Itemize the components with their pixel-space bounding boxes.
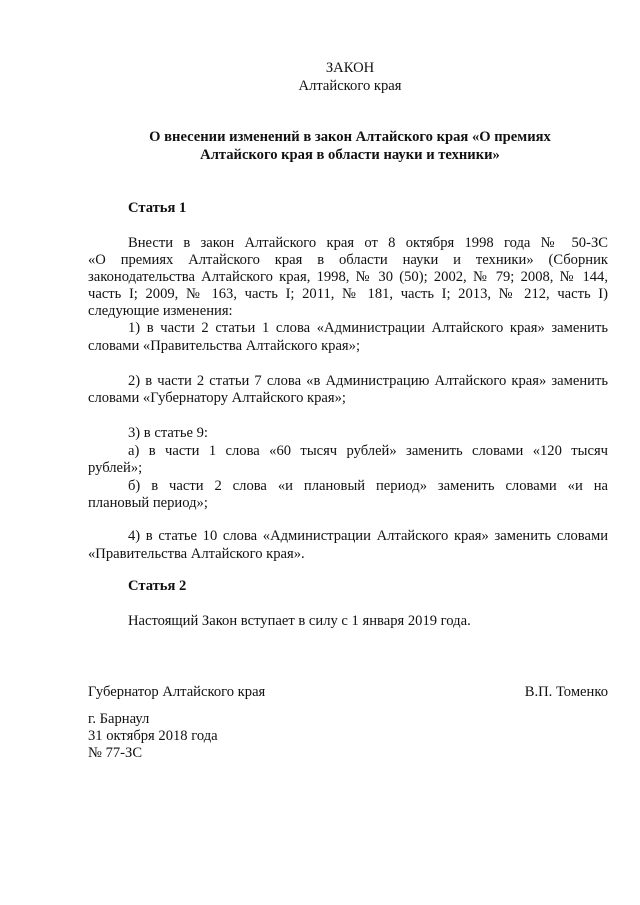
item3a-line2: рублей»;	[88, 460, 143, 476]
article1-heading: Статья 1	[128, 200, 187, 216]
item3b-line1: б) в части 2 слова «и плановый период» заменить словами «и на	[128, 478, 608, 494]
item4-line2: «Правительства Алтайского края».	[88, 546, 305, 562]
article1-intro-line4: часть I; 2009, № 163, часть I; 2011, № 181, часть I; 2013, № 212, часть I)	[88, 286, 608, 302]
doc-type: ЗАКОН	[325, 60, 375, 76]
doc-title-line2: Алтайского края в области науки и техники»	[200, 147, 500, 163]
article2-text: Настоящий Закон вступает в силу с 1 января 2019 года.	[128, 613, 471, 629]
article1-intro-line1: Внести в закон Алтайского края от 8 октября 1998 года № 50-ЗС	[128, 235, 608, 251]
signature-name: В.П. Томенко	[524, 684, 608, 700]
item3-head: 3) в статье 9:	[128, 425, 208, 441]
item3a-line1: а) в части 1 слова «60 тысяч рублей» заменить словами «120 тысяч	[128, 443, 608, 459]
item4-line1: 4) в статье 10 слова «Администрации Алтайского края» заменить словами	[128, 528, 608, 544]
footer-date: 31 октября 2018 года	[88, 728, 218, 744]
item1-line1: 1) в части 2 статьи 1 слова «Администрации Алтайского края» заменить	[128, 320, 608, 336]
item2-line1: 2) в части 2 статьи 7 слова «в Администрацию Алтайского края» заменить	[128, 373, 608, 389]
doc-title-line1: О внесении изменений в закон Алтайского края «О премиях	[149, 129, 551, 145]
item3b-line2: плановый период»;	[88, 495, 208, 511]
article1-intro-line2: «О премиях Алтайского края в области науки и техники» (Сборник	[88, 252, 608, 268]
signature-position: Губернатор Алтайского края	[88, 684, 266, 700]
item2-line2: словами «Губернатору Алтайского края»;	[88, 390, 346, 406]
item1-line2: словами «Правительства Алтайского края»;	[88, 338, 360, 354]
article1-intro-line3: законодательства Алтайского края, 1998, № 30 (50); 2002, № 79; 2008, № 144,	[88, 269, 608, 285]
footer-number: № 77-ЗС	[88, 745, 143, 761]
footer-city: г. Барнаул	[88, 711, 150, 727]
article2-heading: Статья 2	[128, 578, 187, 594]
doc-region: Алтайского края	[298, 78, 402, 94]
article1-intro-line5: следующие изменения:	[88, 303, 233, 319]
